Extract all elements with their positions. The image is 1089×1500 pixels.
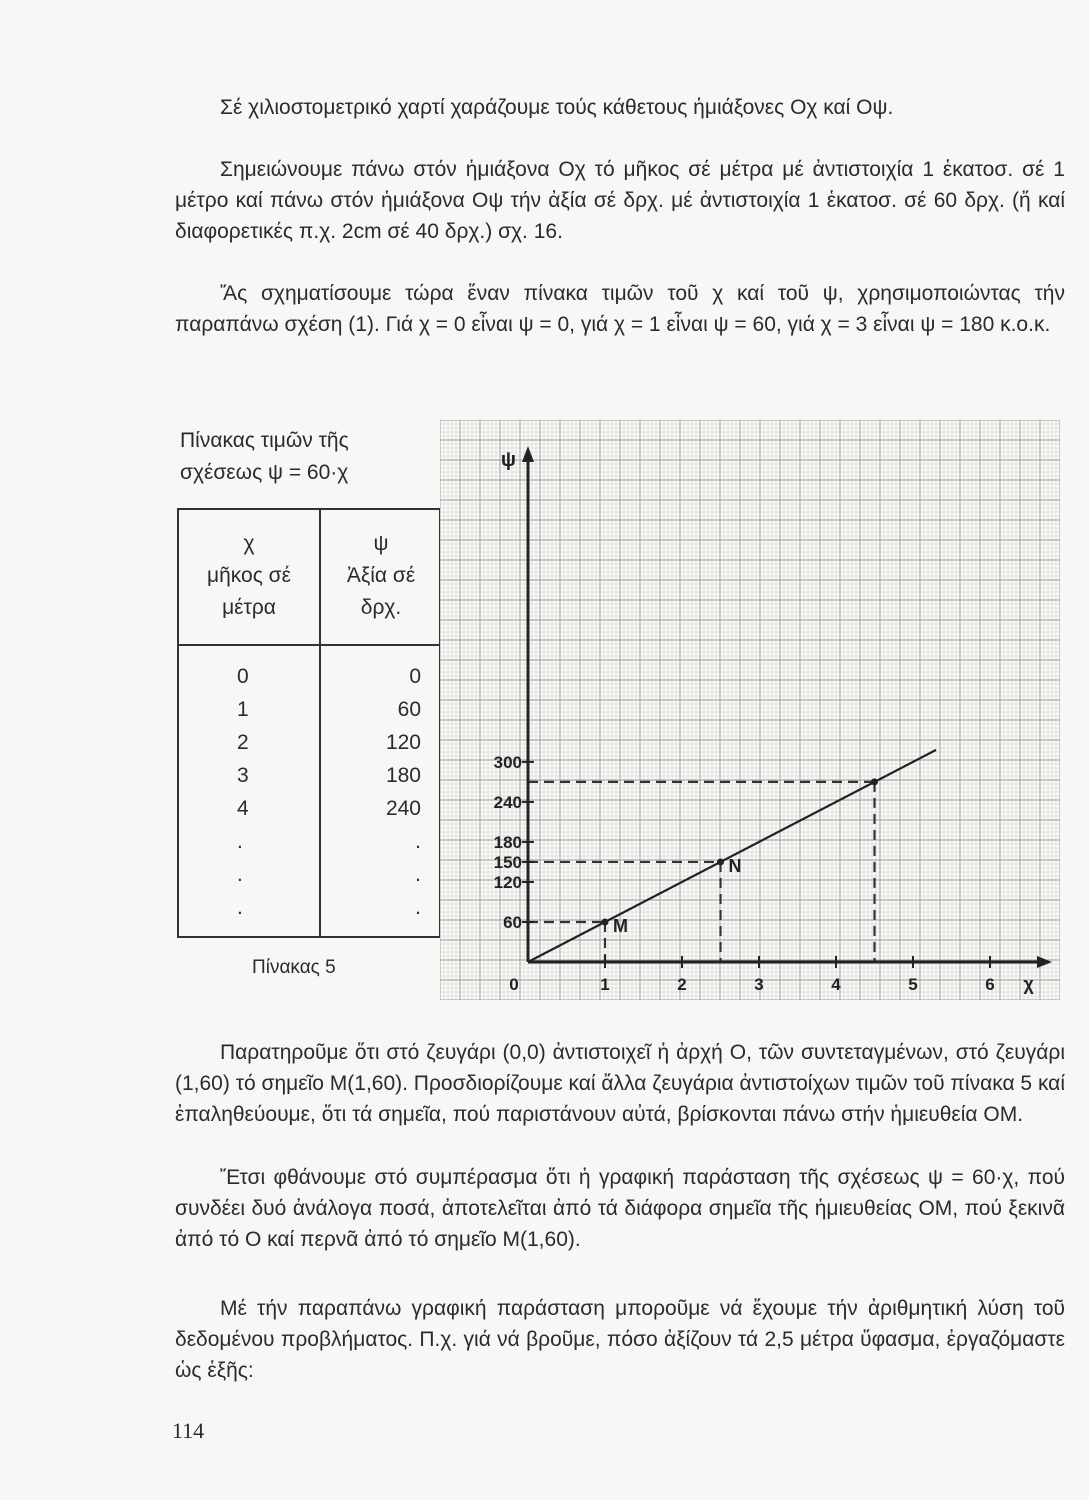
- paragraph-table-intro: Ἄς σχηματίσουμε τώρα ἕναν πίνακα τιμῶν τοῦ χ καί τοῦ ψ, χρησιμοποιώντας τήν παραπάνω σχέση (1). Γιά χ = 0 εἶναι ψ = 0, γιά χ = 1 εἶναι ψ = 60, γιά χ = 3 εἶναι ψ = 180 κ.ο.κ.: [175, 282, 1065, 336]
- table-column-x: 0 1 2 3 4 . . .: [237, 665, 249, 919]
- x-tick-label: 4: [831, 975, 841, 994]
- table-caption: Πίνακας 5: [252, 957, 336, 978]
- data-point: [602, 918, 609, 925]
- y-tick-label: 60: [503, 912, 522, 932]
- table-header-x: χ μῆκος σέ μέτρα: [207, 532, 291, 619]
- y-tick-label: 120: [493, 872, 522, 892]
- graph-background: [440, 420, 1060, 1000]
- paragraph-axes: Σέ χιλιοστομετρικό χαρτί χαράζουμε τούς κάθετους ἡμιάξονες Οχ καί Οψ.: [220, 96, 894, 119]
- x-axis-label: χ: [1023, 974, 1034, 994]
- x-tick-label: 0: [509, 975, 519, 994]
- paragraph-scale: Σημειώνουμε πάνω στόν ἡμιάξονα Οχ τό μῆκος σέ μέτρα μέ ἀντιστοιχία 1 ἑκατοσ. σέ 1 μέτρο καί πάνω στόν ἡμιάξονα Οψ τήν ἀξία σέ δρχ. μέ ἀντιστοιχία 1 ἑκατοσ. σέ 60 δρχ. (ἤ καί διαφορετικές π.χ. 2cm σέ 40 δρχ.) σχ. 16.: [175, 158, 1065, 243]
- y-axis-label: ψ: [500, 449, 516, 471]
- paragraph-solution: Μέ τήν παραπάνω γραφική παράσταση μποροῦμε νά ἔχουμε τήν ἀριθμητική λύση τοῦ δεδομένου προβλήματος. Π.χ. γιά νά βροῦμε, πόσο ἀξίζουν τά 2,5 μέτρα ὕφασμα, ἐργαζόμαστε ὡς ἑξῆς:: [175, 1297, 1065, 1382]
- x-tick-label: 6: [985, 975, 995, 994]
- paragraph-conclusion: Ἔτσι φθάνουμε στό συμπέρασμα ὅτι ἡ γραφική παράσταση τῆς σχέσεως ψ = 60·χ, πού συνδέει δυό ἀνάλογα ποσά, ἀποτελεῖται ἀπό τά διάφορα σημεῖα τῆς ἡμιευθείας ΟΜ, πού ξεκινᾶ ἀπό τό Ο καί περνᾶ ἀπό τό σημεῖο Μ(1,60).: [175, 1166, 1065, 1251]
- y-tick-label: 180: [493, 832, 522, 852]
- table-title: Πίνακας τιμῶν τῆς σχέσεως ψ = 60·χ: [180, 429, 349, 484]
- values-table: [177, 508, 441, 938]
- x-tick-label: 1: [600, 975, 610, 994]
- paragraph-observation: Παρατηροῦμε ὅτι στό ζευγάρι (0,0) ἀντιστοιχεῖ ἡ ἀρχή Ο, τῶν συντεταγμένων, στό ζευγάρι (1,60) τό σημεῖο Μ(1,60). Προσδιορίζουμε καί ἄλλα ζευγάρια ἀντιστοίχων τιμῶν τοῦ πίνακα 5 καί ἐπαληθεύουμε, ὅτι τά σημεῖα, πού παριστάνουν αὐτά, βρίσκονται πάνω στήν ἡμιευθεία ΟΜ.: [175, 1041, 1065, 1126]
- point-label: N: [728, 855, 742, 876]
- y-tick-label: 240: [493, 792, 522, 812]
- y-tick-label: 300: [493, 752, 522, 772]
- x-tick-label: 5: [908, 975, 918, 994]
- point-label: M: [613, 915, 628, 936]
- data-point: [871, 778, 878, 785]
- y-tick-label: 150: [493, 852, 522, 872]
- x-tick-label: 2: [677, 975, 687, 994]
- x-tick-label: 3: [754, 975, 764, 994]
- table-header-y: ψ Ἀξία σέ δρχ.: [346, 532, 416, 619]
- page-number: 114: [172, 1418, 205, 1443]
- graph-paper-chart: [440, 420, 1060, 1000]
- data-point: [717, 858, 724, 865]
- table-column-y: 0 60 120 180 240 . . .: [385, 665, 421, 919]
